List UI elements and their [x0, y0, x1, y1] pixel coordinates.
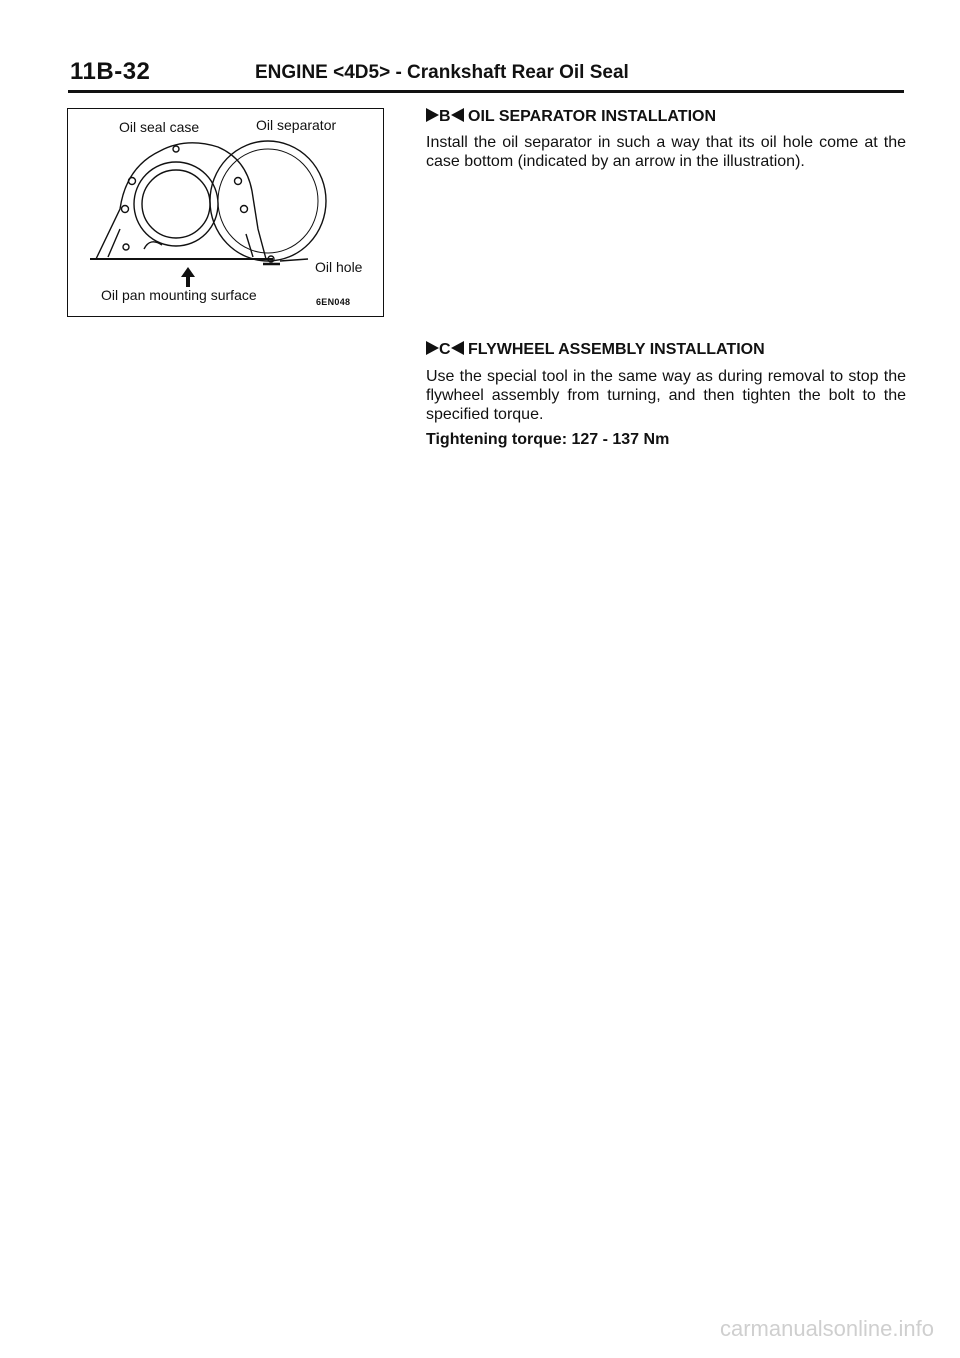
oil-separator-ring	[210, 141, 326, 261]
figure-code: 6EN048	[316, 297, 351, 307]
section-heading-flywheel	[426, 341, 765, 360]
header-title: ENGINE <4D5> - Crankshaft Rear Oil Seal	[255, 62, 629, 83]
section-body-oil-separator: Install the oil separator in such a way that its oil hole come at the case bottom (indicated by an arrow in the illustration).	[426, 134, 906, 170]
label-oil-seal-case: Oil seal case	[119, 119, 200, 135]
marker-right-triangle-icon	[426, 108, 439, 127]
oil-seal-case-outline	[96, 143, 266, 259]
marker-left-triangle-icon	[451, 108, 464, 127]
marker-left-triangle-icon	[451, 341, 464, 360]
marker-letter: B	[439, 108, 451, 125]
tightening-torque: Tightening torque: 127 - 137 Nm	[426, 431, 670, 448]
page-number: 11B-32	[70, 58, 151, 85]
up-arrow-icon	[181, 267, 195, 287]
label-oil-hole: Oil hole	[315, 259, 363, 275]
section-heading-text: OIL SEPARATOR INSTALLATION	[468, 108, 717, 125]
marker-right-triangle-icon	[426, 341, 439, 360]
label-oil-separator: Oil separator	[256, 117, 337, 133]
watermark: carmanualsonline.info	[719, 1316, 934, 1341]
illustration-figure	[67, 108, 384, 317]
marker-letter: C	[439, 341, 451, 358]
section-heading-oil-separator	[426, 108, 716, 127]
section-body-flywheel: Use the special tool in the same way as during removal to stop the flywheel assembly from turning, and then tighten the bolt to the specified torque.	[426, 368, 906, 423]
label-oil-pan-surface: Oil pan mounting surface	[101, 287, 257, 303]
section-heading-text: FLYWHEEL ASSEMBLY INSTALLATION	[468, 341, 765, 358]
header-rule	[68, 90, 904, 93]
